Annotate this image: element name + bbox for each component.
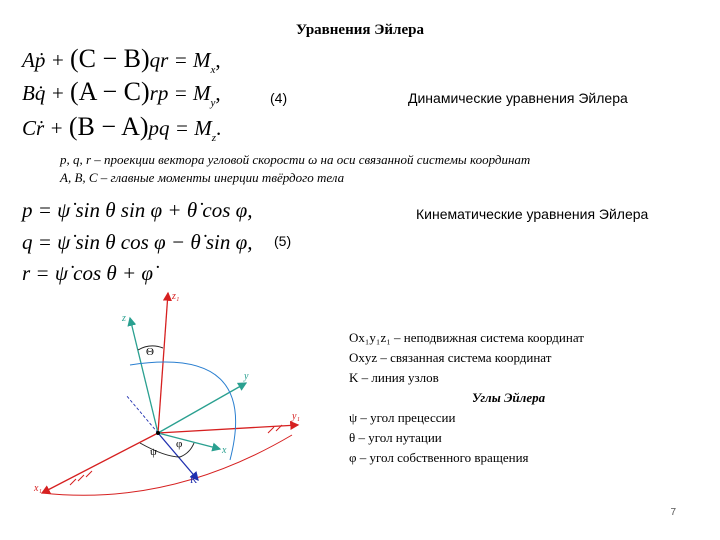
psi-arc (140, 443, 180, 457)
label-psi: ψ (150, 446, 157, 458)
legend-phi: φ – угол собственного вращения (349, 450, 529, 465)
kinematic-equation-2: q = ψ̇ sin θ cos φ − θ̇ sin φ, (22, 230, 253, 254)
label-x: x (222, 445, 227, 456)
note-abc: A, B, C – главные моменты инерции твёрдого тела (60, 170, 345, 185)
body-plane-arc (130, 362, 236, 460)
kinematic-equation-3: r = ψ̇ cos θ + φ̇ (22, 261, 153, 285)
y1-axis (158, 425, 298, 433)
x-axis (158, 433, 220, 449)
legend-psi: ψ – угол прецессии (349, 410, 456, 425)
equation-number-5: (5) (274, 233, 292, 249)
origin-point (156, 431, 160, 435)
euler-angles-diagram (30, 285, 320, 510)
dynamic-equation-1: Aṗ + $(C - B)qr = M_x$, (22, 44, 221, 76)
label-theta: Θ (146, 346, 154, 358)
label-y: y (244, 371, 249, 382)
page-title: Уравнения Эйлера (296, 22, 424, 38)
x1-axis (42, 433, 158, 493)
legend-body-system: Oxyz – связанная система координат (349, 350, 552, 365)
legend-theta: θ – угол нутации (349, 430, 442, 445)
legend-fixed-system: Ox₁y₁z₁ – неподвижная система координат (349, 330, 584, 345)
dynamic-equation-2: Bq̇ + $(A - C)rp = M_y$, (22, 77, 221, 109)
legend-header: Углы Эйлера (472, 390, 546, 405)
label-x1: x₁ (34, 483, 42, 494)
kinematic-equation-1: p = ψ̇ sin θ sin φ + θ̇ cos φ, (22, 198, 253, 222)
y-axis (158, 383, 246, 433)
label-phi: φ (176, 438, 183, 450)
legend-node-line: K – линия узлов (349, 370, 439, 385)
equation-number-4: (4) (270, 90, 288, 106)
z1-axis (158, 293, 168, 433)
dynamic-equations-label: Динамические уравнения Эйлера (408, 90, 628, 106)
legend (349, 328, 584, 468)
kinematic-equations-label: Кинематические уравнения Эйлера (416, 206, 649, 222)
label-z1: z₁ (172, 291, 180, 302)
dynamic-equation-3: Cṙ + $(B - A)pq = M_z$. (22, 112, 222, 144)
note-pqr: p, q, r – проекции вектора угловой скорости ω на оси связанной системы координат (60, 152, 531, 167)
label-z: z (122, 313, 126, 324)
label-K: K (190, 475, 198, 486)
label-y1: y₁ (292, 411, 300, 422)
page-number: 7 (670, 507, 676, 518)
